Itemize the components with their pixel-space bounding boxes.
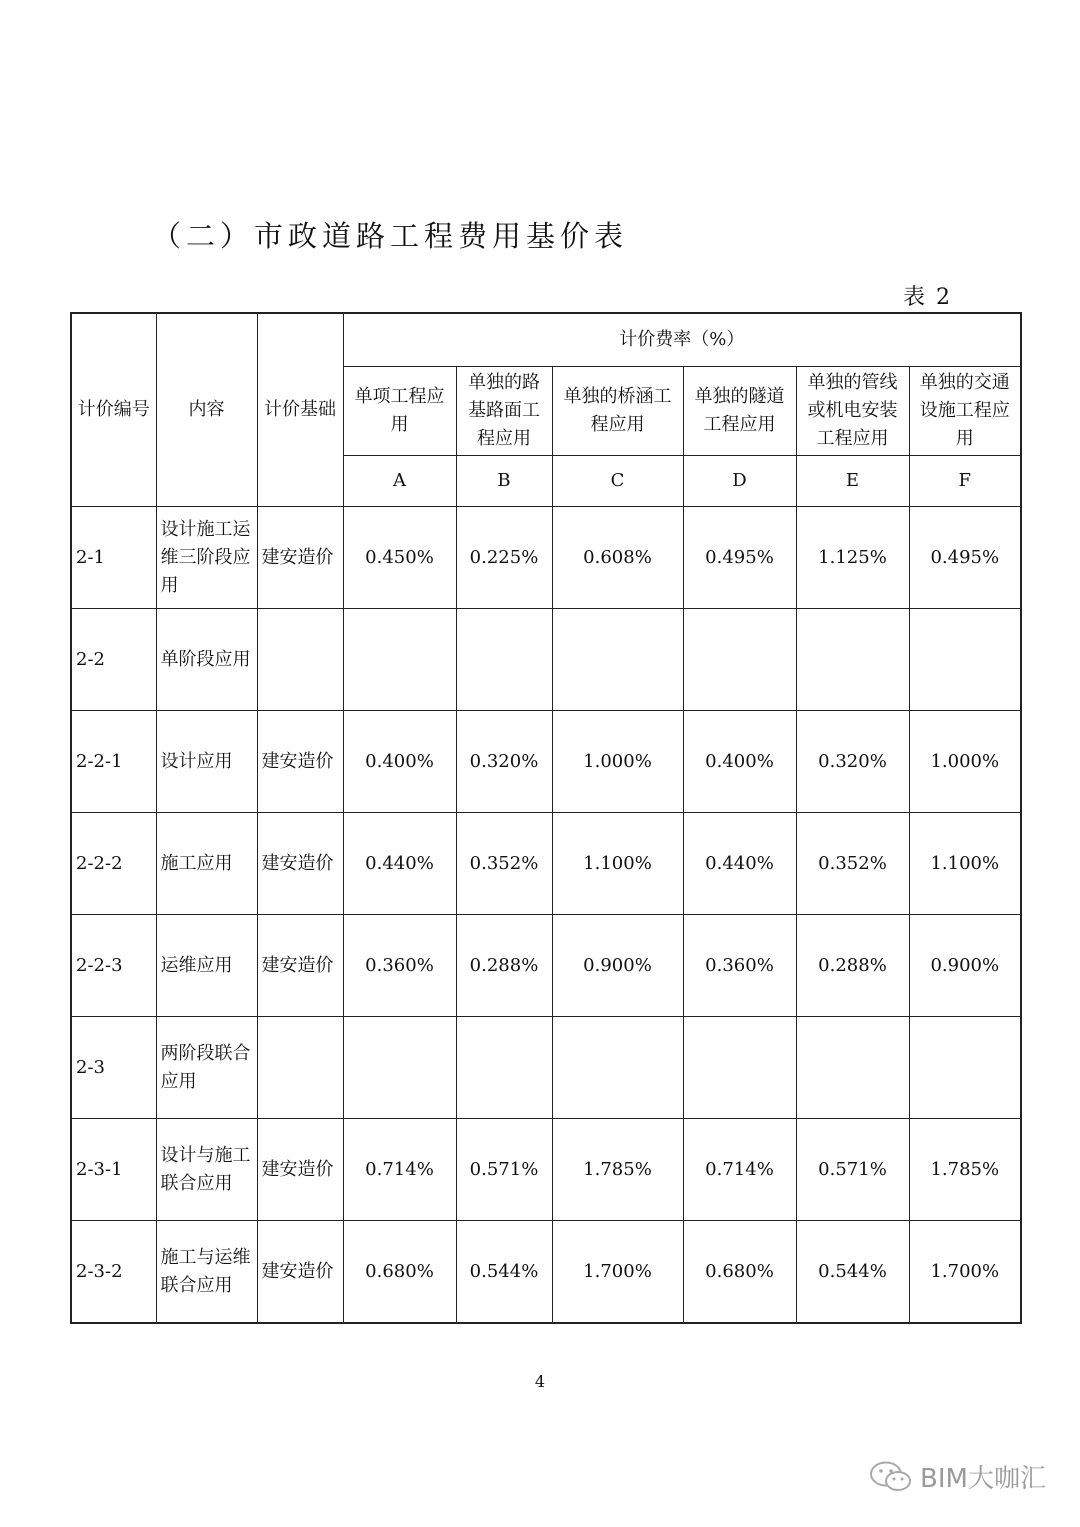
rate-cell: 0.288%	[456, 915, 552, 1017]
header-column-label: 单独的交通设施工程应用	[909, 367, 1021, 456]
rate-cell: 0.450%	[343, 507, 456, 609]
row-basis	[257, 1017, 343, 1119]
table-number: 表 2	[903, 285, 952, 310]
price-rate-table	[70, 312, 1022, 1324]
rate-cell	[343, 609, 456, 711]
rate-cell	[796, 1017, 909, 1119]
rate-cell	[552, 1017, 683, 1119]
rate-cell: 1.000%	[909, 711, 1021, 813]
rate-cell	[683, 609, 796, 711]
header-code: 计价编号	[71, 313, 156, 507]
wechat-icon	[868, 1460, 914, 1494]
rate-cell: 0.225%	[456, 507, 552, 609]
rate-cell	[456, 1017, 552, 1119]
rate-cell	[909, 609, 1021, 711]
rate-cell: 0.608%	[552, 507, 683, 609]
rate-cell	[796, 609, 909, 711]
rate-cell: 0.571%	[796, 1119, 909, 1221]
rate-cell: 1.700%	[909, 1221, 1021, 1324]
table-row	[71, 711, 1021, 813]
rate-cell: 0.352%	[456, 813, 552, 915]
rate-cell: 0.360%	[343, 915, 456, 1017]
table-row	[71, 609, 1021, 711]
rate-cell	[343, 1017, 456, 1119]
rate-cell: 1.700%	[552, 1221, 683, 1324]
rate-cell: 0.714%	[343, 1119, 456, 1221]
table-row	[71, 1221, 1021, 1324]
header-rate-group: 计价费率（%）	[343, 313, 1021, 367]
rate-cell: 0.320%	[796, 711, 909, 813]
rate-cell	[552, 609, 683, 711]
header-column-label: 单独的桥涵工程应用	[552, 367, 683, 456]
header-column-letter: B	[456, 456, 552, 507]
row-basis: 建安造价	[257, 813, 343, 915]
table-row	[71, 813, 1021, 915]
row-basis: 建安造价	[257, 1119, 343, 1221]
header-column-letter: E	[796, 456, 909, 507]
watermark	[868, 1458, 1046, 1495]
row-basis: 建安造价	[257, 507, 343, 609]
rate-cell: 1.785%	[552, 1119, 683, 1221]
rate-cell: 0.680%	[343, 1221, 456, 1324]
rate-cell: 0.900%	[909, 915, 1021, 1017]
rate-cell: 0.440%	[683, 813, 796, 915]
rate-cell: 0.288%	[796, 915, 909, 1017]
row-basis: 建安造价	[257, 711, 343, 813]
row-content: 施工应用	[156, 813, 257, 915]
rate-cell: 0.544%	[796, 1221, 909, 1324]
row-code: 2-2-1	[71, 711, 156, 813]
table-row	[71, 915, 1021, 1017]
rate-cell: 1.125%	[796, 507, 909, 609]
header-column-label: 单独的管线或机电安装工程应用	[796, 367, 909, 456]
rate-cell: 0.400%	[343, 711, 456, 813]
row-code: 2-2-2	[71, 813, 156, 915]
rate-cell: 0.714%	[683, 1119, 796, 1221]
row-basis	[257, 609, 343, 711]
row-code: 2-2-3	[71, 915, 156, 1017]
header-column-label: 单独的隧道工程应用	[683, 367, 796, 456]
header-column-letter: C	[552, 456, 683, 507]
table-row	[71, 507, 1021, 609]
table-row	[71, 1119, 1021, 1221]
row-content: 运维应用	[156, 915, 257, 1017]
row-code: 2-3-2	[71, 1221, 156, 1324]
rate-cell: 0.320%	[456, 711, 552, 813]
row-code: 2-3	[71, 1017, 156, 1119]
page-number: 4	[534, 1372, 546, 1391]
rate-cell: 0.495%	[683, 507, 796, 609]
rate-cell: 1.000%	[552, 711, 683, 813]
rate-cell: 1.100%	[552, 813, 683, 915]
rate-cell: 0.352%	[796, 813, 909, 915]
rate-cell: 0.440%	[343, 813, 456, 915]
rate-cell: 0.400%	[683, 711, 796, 813]
row-content: 设计应用	[156, 711, 257, 813]
rate-cell: 0.680%	[683, 1221, 796, 1324]
header-column-label: 单项工程应用	[343, 367, 456, 456]
row-code: 2-3-1	[71, 1119, 156, 1221]
header-basis: 计价基础	[257, 313, 343, 507]
header-column-letter: D	[683, 456, 796, 507]
page-title: （二）市政道路工程费用基价表	[152, 219, 629, 253]
row-content: 设计施工运维三阶段应用	[156, 507, 257, 609]
row-content: 施工与运维联合应用	[156, 1221, 257, 1324]
header-content: 内容	[156, 313, 257, 507]
row-code: 2-2	[71, 609, 156, 711]
rate-cell: 1.100%	[909, 813, 1021, 915]
header-column-label: 单独的路基路面工程应用	[456, 367, 552, 456]
rate-cell: 0.360%	[683, 915, 796, 1017]
rate-cell: 1.785%	[909, 1119, 1021, 1221]
header-column-letter: A	[343, 456, 456, 507]
watermark-text: BIM大咖汇	[920, 1464, 1046, 1494]
row-code: 2-1	[71, 507, 156, 609]
rate-cell: 0.544%	[456, 1221, 552, 1324]
row-content: 两阶段联合应用	[156, 1017, 257, 1119]
rate-cell	[909, 1017, 1021, 1119]
rate-cell: 0.900%	[552, 915, 683, 1017]
rate-cell: 0.495%	[909, 507, 1021, 609]
row-basis: 建安造价	[257, 1221, 343, 1324]
rate-cell: 0.571%	[456, 1119, 552, 1221]
rate-cell	[683, 1017, 796, 1119]
table-row	[71, 1017, 1021, 1119]
row-content: 单阶段应用	[156, 609, 257, 711]
header-column-letter: F	[909, 456, 1021, 507]
row-basis: 建安造价	[257, 915, 343, 1017]
rate-cell	[456, 609, 552, 711]
row-content: 设计与施工联合应用	[156, 1119, 257, 1221]
